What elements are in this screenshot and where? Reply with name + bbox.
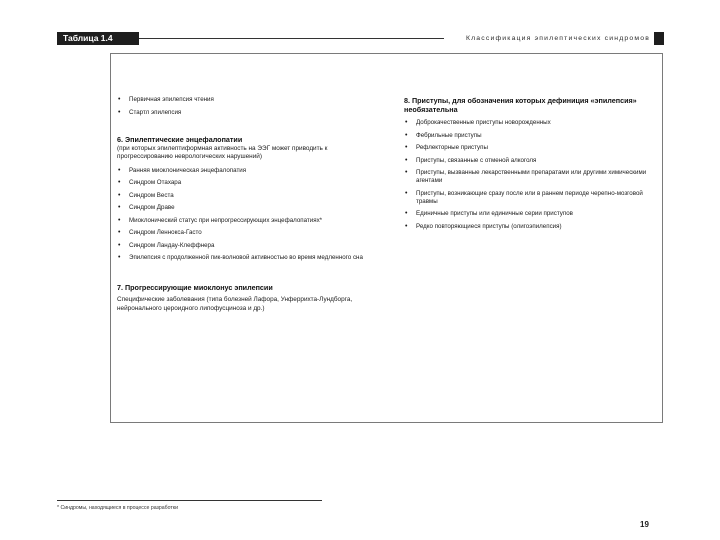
section-7-body: Специфические заболевания (типа болезней Лафора, Унферрихта-Лундборга, нейронального цероидного липофусциноза и др.) bbox=[117, 295, 353, 312]
list-item: • Синдром Драве bbox=[117, 204, 372, 212]
left-column bbox=[117, 96, 372, 319]
list-item: • Приступы, связанные с отменой алкоголя bbox=[404, 157, 654, 165]
top-list bbox=[117, 96, 372, 117]
section-8-title: 8. Приступы, для обозначения которых дефиниция «эпилепсия» необязательна bbox=[404, 96, 637, 114]
list-item: • Синдром Леннокса-Гасто bbox=[117, 229, 372, 237]
list-item: • Единичные приступы или единичные серии приступов bbox=[404, 210, 654, 218]
list-item: • Миоклонический статус при непрогрессирующих энцефалопатиях* bbox=[117, 217, 372, 225]
footnote-rule bbox=[57, 500, 322, 501]
footnote: * Синдромы, находящиеся в процессе разработки bbox=[57, 505, 178, 511]
table-label: Таблица 1.4 bbox=[57, 32, 139, 45]
header-end-block bbox=[654, 32, 664, 45]
page-number: 19 bbox=[640, 520, 649, 529]
list-item: • Стартл эпилепсия bbox=[117, 109, 372, 117]
list-item: • Первичная эпилепсия чтения bbox=[117, 96, 372, 104]
section-7-title: 7. Прогрессирующие миоклонус эпилепсии bbox=[117, 282, 273, 292]
list-item: • Синдром Ландау-Клеффнера bbox=[117, 242, 372, 250]
list-item: • Приступы, возникающие сразу после или в раннем периоде черепно-мозговой травмы bbox=[404, 190, 654, 206]
right-column bbox=[404, 96, 654, 235]
section-6-subtitle: (при которых эпилептиформная активность на ЭЭГ может приводить к прогрессированию неврологических нарушений) bbox=[117, 145, 328, 161]
list-item: • Редко повторяющиеся приступы (олигоэпилепсия) bbox=[404, 223, 654, 231]
list-item: • Синдром Веста bbox=[117, 192, 372, 200]
list-item: • Рефлекторные приступы bbox=[404, 144, 654, 152]
section-6-list bbox=[117, 167, 372, 263]
list-item: • Приступы, вызванные лекарственными препаратами или другими химическими агентами bbox=[404, 169, 654, 185]
list-item: • Ранняя миоклоническая энцефалопатия bbox=[117, 167, 372, 175]
list-item: • Доброкачественные приступы новорожденных bbox=[404, 119, 654, 127]
section-6-title: 6. Эпилептические энцефалопатии bbox=[117, 135, 243, 144]
section-8-list bbox=[404, 119, 654, 231]
table-title: Классификация эпилептических синдромов bbox=[465, 35, 650, 42]
list-item: • Фебрильные приступы bbox=[404, 132, 654, 140]
header-rule bbox=[139, 38, 444, 39]
list-item: • Эпилепсия с продолженной пик-волновой активностью во время медленного сна bbox=[117, 254, 372, 262]
list-item: • Синдром Отахара bbox=[117, 179, 372, 187]
